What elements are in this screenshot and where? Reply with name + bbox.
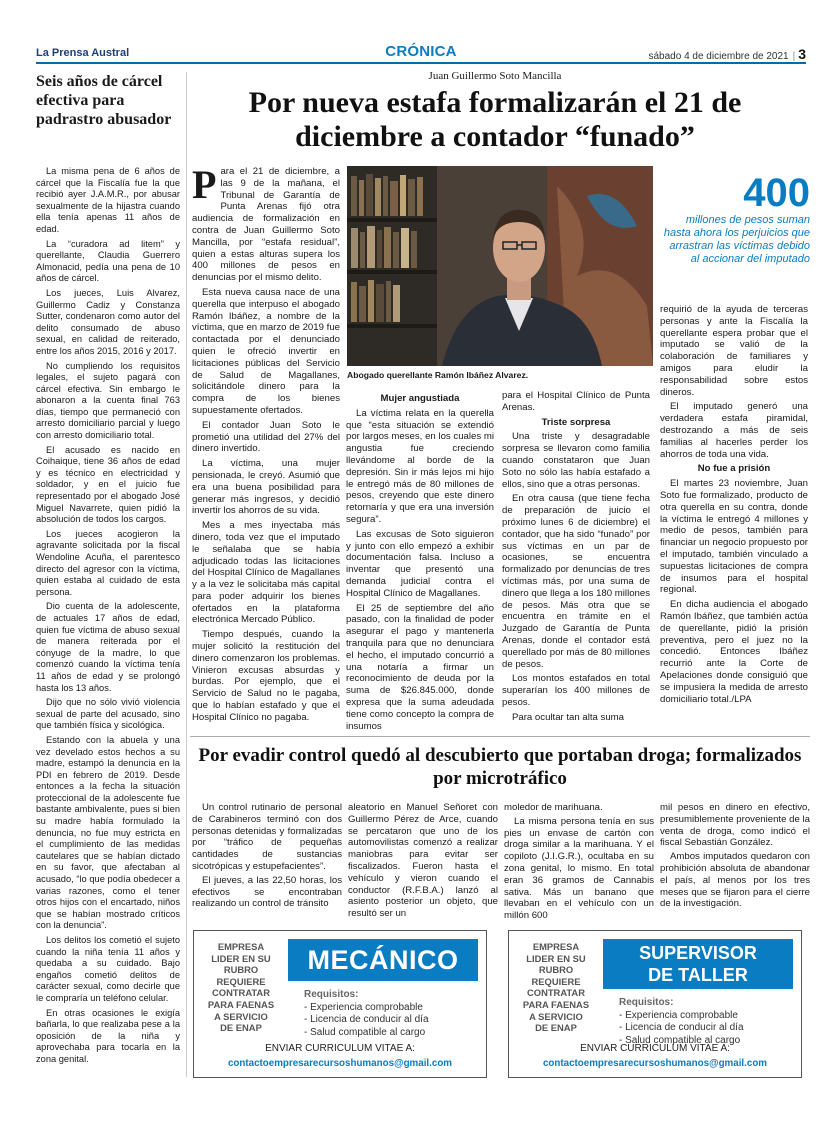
drop-cap: P	[192, 162, 217, 207]
article-paragraph: En dicha audiencia el abogado Ramón Ibáñez, que también actúa de querellante, pidió la prisión preventiva, pero el juez no la concedió. Entonces Ibáñez recurrió ante la Corte de Apelaciones donde consiguió que se impusiera la medida de arresto domiciliario total./LPA	[660, 599, 808, 705]
article-paragraph: La víctima, una mujer pensionada, le creyó. Asumió que era una buena posibilidad para generar más ingresos, y decidió invertir los ahorros de su vida.	[192, 458, 340, 517]
callout-text: millones de pesos suman hasta ahora los perjuicios que arrastran las víctimas debido al accionar del imputado	[663, 214, 810, 265]
sidebar-paragraph: En otras ocasiones le exigía bañarla, lo que realizaba pese a la oposición de la niña y aprovechaba para tocarla en la zona genital.	[36, 1007, 180, 1064]
article-paragraph: Esta nueva causa nace de una querella que interpuso el abogado Ramón Ibáñez, a nombre de la víctima, que en marzo de 2019 fue contactada por el denunciado quien le ofreció invertir en licitaciones públicas del Servicio de Salud de Magallanes, solicitándole dinero para la compra de los bienes supuestamente ofertados.	[192, 286, 340, 416]
ad-requirements: Requisitos: - Experiencia comprobable - Licencia de conducir al día - Salud compatible al cargo	[304, 989, 429, 1038]
ad-send-cv: ENVIAR CURRICULUM VITAE A:	[265, 1043, 415, 1054]
article-paragraph: requirió de la ayuda de terceras personas y ante la Fiscalía la querellante espera probar que el imputado se valió de la colaboración de familiares y amigos para eludir la responsabilidad sobre estos dineros.	[660, 304, 808, 398]
second-column-2	[348, 802, 498, 922]
article-paragraph: Para el 21 de diciembre, a las 9 de la mañana, el Tribunal de Garantía de Punta Arenas fijó otra audiencia de formalización en contra de Juan Guillermo Soto Mancilla, por “estafa residual”, quien a estas alturas supera los 400 millones de pesos en denuncias por el mismo delito.	[192, 162, 340, 284]
article-paragraph: Ambos imputados quedaron con prohibición absoluta de abandonar el país, al menos por los tres meses que se fijaron para el cierre de la investigación.	[660, 851, 810, 910]
ad-email: contactoempresarecursoshumanos@gmail.com	[542, 1058, 768, 1069]
job-ad-supervisor	[508, 930, 802, 1078]
sidebar-paragraph: Los jueces, Luis Alvarez, Guillermo Cadiz y Constanza Sutter, condenaron como autor del delito consumado de abuso sexual, en calidad de reiterado, entre los años 2015, 2016 y 2017.	[36, 287, 180, 356]
article-column-3	[502, 390, 650, 727]
article-paragraph: aleatorio en Manuel Señoret con Guillermo Pérez de Arce, cuando se percataron que uno de los automovilistas comenzó a realizar maniobras para evitar ser fiscalizados. Fueron hasta el vehículo y vieron cuando el conductor (R.F.B.A.) lanzó al asiento posterior un objeto, que resultó ser un	[348, 802, 498, 920]
article-paragraph: La víctima relata en la querella que “esta situación se extendió por largos meses, en los cuales mi angustia fue creciendo llevándome al borde de la depresión. Sin ir más lejos mi hijo le entregó más de 80 millones de pesos, creyendo que este dinero retornaría y que era una inversión segura”.	[346, 407, 494, 525]
ad-company-text: EMPRESA LIDER EN SU RUBRO REQUIERE CONTRATAR PARA FAENAS A SERVICIO DE ENAP	[207, 941, 275, 1034]
article-paragraph: Tiempo después, cuando la mujer solicitó la restitución del dinero comenzaron los problemas. Vinieron excusas absurdas y burdas. Por ejemplo, que el Servicio de Salud no le pagaba, que lo habían estafado y que el Hospital Clínico no pagaba.	[192, 629, 340, 723]
column-divider	[186, 72, 187, 1077]
date-block	[648, 46, 806, 62]
article-column-4	[660, 304, 808, 708]
article-paragraph: El martes 23 noviembre, Juan Soto fue formalizado, producto de otra querella en su contra, donde la víctima le entregó 4 millones y medio de pesos, también para financiar un negocio propuesto por el imputado, también vinculado a supuestas licitaciones de compra de insumos para el hospital regional.	[660, 478, 808, 596]
section-name: CRÓNICA	[385, 43, 457, 60]
article-paragraph: En otra causa (que tiene fecha de preparación de juicio el próximo lunes 6 de diciembre) el contador, que ha sido “funado” por sus víctimas en un par de ocasiones, se encuentra formalizado por denuncias de tres víctimas más, por una suma de dinero que llega a los 180 millones de pesos. Más otra que se encuentra en trámite en el Juzgado de Garantía de Punta Arenas, donde el contador está querellado por más de 80 millones de pesos.	[502, 493, 650, 670]
ad-requirements: Requisitos: - Experiencia comprobable - Licencia de conducir al día - Salud compatible al cargo	[619, 997, 744, 1046]
sidebar-paragraph: Los delitos los cometió el sujeto cuando la niña tenía 11 años y quedaba a su cuidado. Bajo engaños cometió delitos de carácter sexual, como decirle que le compraría un teléfono celular.	[36, 935, 180, 1003]
article-headline: Por nueva estafa formalizarán el 21 de diciembre a contador “funado”	[248, 86, 742, 153]
article-paragraph: Los montos estafados en total superarían los 400 millones de pesos.	[502, 673, 650, 708]
sidebar-paragraph: El acusado es nacido en Coihaique, tiene 36 años de edad y es técnico en electricidad y soldador, y en el juicio fue representado por el abogado José Miguel Navarrete, quien pidió la absolución de todos los cargos.	[36, 444, 180, 525]
article-divider	[190, 736, 810, 737]
sidebar-title: Seis años de cárcel efectiva para padrastro abusador	[36, 73, 172, 128]
article-column-2	[346, 390, 494, 735]
article-paragraph: Un control rutinario de personal de Carabineros terminó con dos personas detenidas y formalizadas por “tráfico de pequeñas cantidades de sustancias sicotrópicas y estupefacientes”.	[192, 802, 342, 872]
sidebar-paragraph: Dio cuenta de la adolescente, de actuales 17 años de edad, quien fue víctima de abuso sexual de manera reiterada por el cónyuge de la madre, lo que comenzó cuando la víctima tenía 11 años de edad y se prolongó hasta los 13 años.	[36, 601, 180, 693]
ad-company-text: EMPRESA LIDER EN SU RUBRO REQUIERE CONTRATAR PARA FAENAS A SERVICIO DE ENAP	[522, 941, 590, 1034]
subheading: No fue a prisión	[697, 463, 771, 475]
article-paragraph: Para ocultar tan alta suma	[512, 711, 624, 723]
sidebar-paragraph: No cumpliendo los requisitos legales, el sujeto pagará con cárcel efectiva. Sin embargo le abonaron a la cuenta final 763 días, tiempo que permaneció con arresto domiciliario parcial y luego con arresto domiciliario total.	[36, 360, 180, 441]
article-paragraph: Mes a mes inyectaba más dinero, toda vez que el imputado le señalaba que se había adjudicado todas las licitaciones del Hospital Clínico de Magallanes y a la vez le solicitaba más capital para poder adquirir los bienes ofertados en la plataforma electrónica Mercado Público.	[192, 520, 340, 626]
ad-job-banner: MECÁNICO	[288, 939, 478, 981]
ad-job-banner: SUPERVISOR DE TALLER	[603, 939, 793, 989]
photo-caption: Abogado querellante Ramón Ibáñez Alvarez.	[347, 370, 529, 380]
subheading: Triste sorpresa	[541, 416, 611, 428]
issue-date: sábado 4 de diciembre de 2021	[648, 51, 789, 62]
second-column-3	[504, 802, 654, 924]
sidebar-paragraph: La “curadora ad litem” y querellante, Claudia Guerrero Almonacid, pedía una pena de 10 años de cárcel.	[36, 238, 180, 284]
sidebar-paragraph: Dijo que no sólo vivió violencia sexual de parte del acusado, sino que también física y sicológica.	[36, 697, 180, 731]
page-number: 3	[798, 46, 806, 62]
second-headline: Por evadir control quedó al descubierto que portaban droga; formalizados por microtráfico	[198, 745, 802, 789]
article-paragraph: para el Hospital Clínico de Punta Arenas.	[502, 390, 650, 413]
job-ad-mechanic	[193, 930, 487, 1078]
highlight-callout	[660, 172, 810, 266]
article-author: Juan Guillermo Soto Mancilla	[428, 70, 562, 82]
article-paragraph: Una triste y desagradable sorpresa se llevaron como familia cuando constataron que Juan Soto no sólo las había estafado a ellos, sino que a otras personas.	[502, 431, 650, 490]
subheading: Mujer angustiada	[380, 393, 460, 404]
callout-number: 400	[743, 171, 810, 215]
article-photo	[347, 166, 653, 366]
lawyer-portrait-image	[347, 166, 653, 366]
article-paragraph: moledor de marihuana.	[504, 802, 603, 813]
page-header	[36, 44, 806, 64]
ad-send-cv: ENVIAR CURRICULUM VITAE A:	[580, 1043, 730, 1054]
article-paragraph: El contador Juan Soto le prometió una utilidad del 27% del dinero invertido.	[192, 419, 340, 455]
article-paragraph: Las excusas de Soto siguieron y junto con ello empezó a exhibir documentación falsa. Incluso a inventar que presentó una demanda judicial contra el Hospital Clínico de Magallanes.	[346, 528, 494, 599]
sidebar-paragraph: Los jueces acogieron la agravante solicitada por la fiscal Wendoline Acuña, el parentesco directo del agresor con la víctima, quien estaba al cuidado de esta persona.	[36, 528, 180, 597]
article-paragraph: El jueves, a las 22,50 horas, los efectivos se encontraban realizando un control de tránsito	[192, 874, 342, 910]
article-column-1	[192, 162, 340, 727]
sidebar-paragraph: La misma pena de 6 años de cárcel que la Fiscalía fue la que recibió ayer J.A.M.R., por abusar sexualmente de la hijastra cuando ella tenía apenas 11 años de edad.	[36, 166, 180, 234]
article-paragraph: mil pesos en dinero en efectivo, presumiblemente proveniente de la venta de droga, como indicó el fiscal Sebastián González.	[660, 802, 810, 849]
header-separator: |	[792, 51, 796, 62]
sidebar-paragraph: Estando con la abuela y una vez develado estos hechos a su madre, estampó la denuncia en la PDI en febrero de 2019. Desde entonces a la fecha la situación proteccional de la adolescente fue bastante ambivalente, pues si bien su madre había formulado la denuncia, no fue muy estricta en el cumplimiento de las medidas cautelares que se habían dictado en su favor, que afectaban al acusado, “lo que podía obedecer a varias razones, como el tener otros hijos con el encartado, niños que se habían mostrado críticos con la denuncia”.	[36, 734, 180, 931]
article-paragraph: El imputado generó una verdadera estafa piramidal, destrozando a más de seis familias al hacerles perder los ahorros de toda una vida.	[660, 401, 808, 460]
sidebar-body	[36, 166, 180, 1069]
newspaper-brand: La Prensa Austral	[36, 47, 130, 59]
ad-email: contactoempresarecursoshumanos@gmail.com	[227, 1058, 453, 1069]
second-column-4	[660, 802, 810, 912]
article-paragraph: El 25 de septiembre del año pasado, con la finalidad de poder asegurar el pago y mantenerla tranquila para que no denunciara el hecho, el imputado concurrió a una notaría a firmar un reconocimiento de deuda por la suma de $26.845.000, donde expresa que la suma adeudada tiene como concepto la compra de insumos	[346, 602, 494, 732]
second-column-1	[192, 802, 342, 912]
article-paragraph: La misma persona tenía en sus pies un envase de cartón con droga similar a la marihuana. Y el copiloto (J.I.G.R.), ocultaba en su zona genital, lo mismo. En total eran 36 gramos de Cannabis sativa. Más un banano que llevaban en el vehículo con un millón 600	[504, 815, 654, 922]
